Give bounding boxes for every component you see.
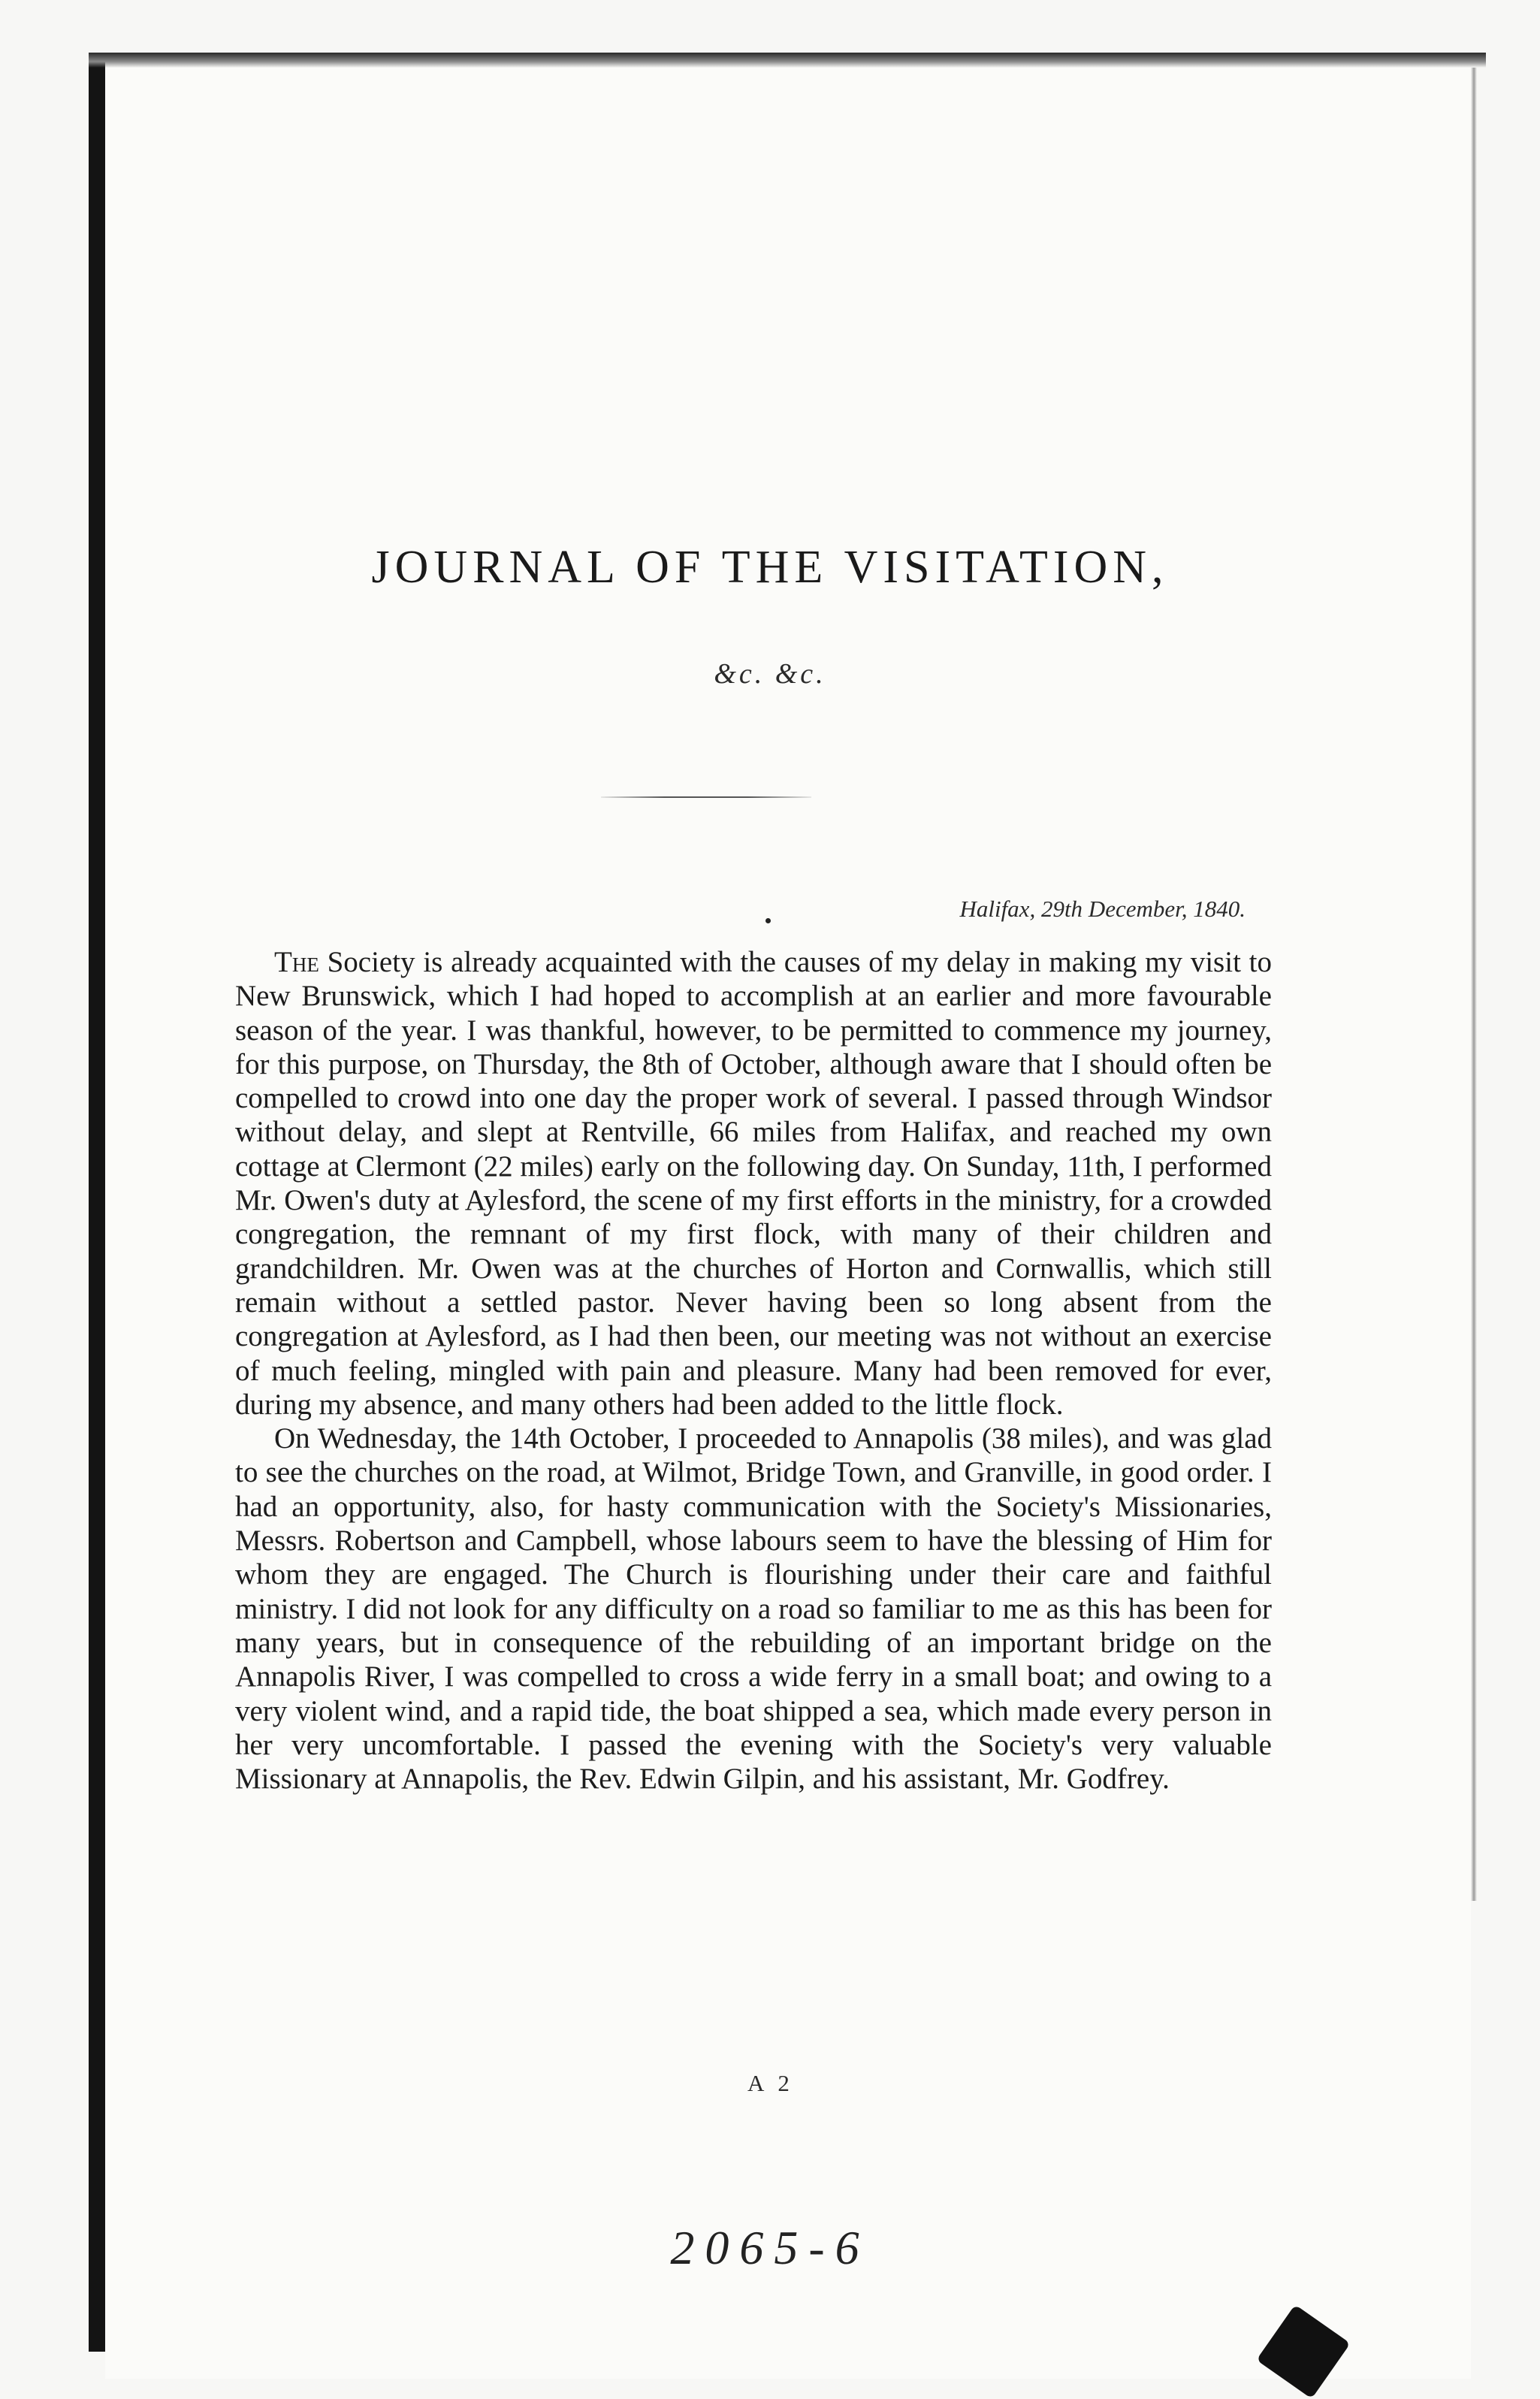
journal-body: [235, 945, 1272, 1796]
paragraph-2-text: On Wednesday, the 14th October, I proceeded to Annapolis (38 miles), and was glad to see the churches on the road, at Wilmot, Bridge Town, and Granville, in good order. I had an opportunity, also, for hasty communication with the Society's Missionaries, Messrs. Robertson and Campbell, whose labours seem to have the blessing of Him for whom they are engaged. The Church is flourishing under their care and faithful ministry. I did not look for any difficulty on a road so familiar to me as this has been for many years, but in consequence of the rebuilding of an important bridge on the Annapolis River, I was compelled to cross a wide ferry in a small boat; and owing to a very violent wind, and a rapid tide, the boat shipped a sea, which made every person in her very uncomfortable. I passed the evening with the Society's very valuable Missionary at Annapolis, the Rev. Edwin Gilpin, and his assistant, Mr. Godfrey.: [235, 1422, 1272, 1796]
paragraph-1-text: Society is already acquainted with the causes of my delay in making my visit to New Brunswick, which I had hoped to accomplish at an earlier and more favourable season of the year. I was thankful, however, to be permitted to commence my journey, for this purpose, on Thursday, the 8th of October, although aware that I should often be compelled to crowd into one day the proper work of several. I passed through Windsor without delay, and slept at Rentville, 66 miles from Halifax, and reached my own cottage at Clermont (22 miles) early on the following day. On Sunday, 11th, I performed Mr. Owen's duty at Aylesford, the scene of my first efforts in the ministry, for a crowded congregation, the remnant of my first flock, with many of their children and grandchildren. Mr. Owen was at the churches of Horton and Cornwallis, which still remain without a settled pastor. Never having been so long absent from the congregation at Aylesford, as I had then been, our meeting was not without an exercise of much feeling, mingled with pain and pleasure. Many had been removed for ever, during my absence, and many others had been added to the little flock.: [235, 946, 1272, 1421]
dateline: Halifax, 29th December, 1840.: [959, 896, 1246, 922]
scan-edge-left: [89, 53, 105, 2352]
paragraph-2: [235, 1422, 1272, 1796]
scan-edge-right: [1471, 68, 1477, 1901]
journal-title: JOURNAL OF THE VISITATION,: [371, 542, 1169, 593]
ink-speck: [765, 918, 771, 923]
paragraph-1: [235, 945, 1272, 1422]
paragraph-1-lead-word: The: [274, 946, 319, 978]
scan-edge-top: [89, 53, 1486, 68]
title-rule: [601, 796, 811, 798]
subtitle-etc: &c. &c.: [714, 658, 826, 690]
handwritten-note: 2065-6: [670, 2221, 870, 2274]
signature-mark: A 2: [747, 2070, 794, 2096]
